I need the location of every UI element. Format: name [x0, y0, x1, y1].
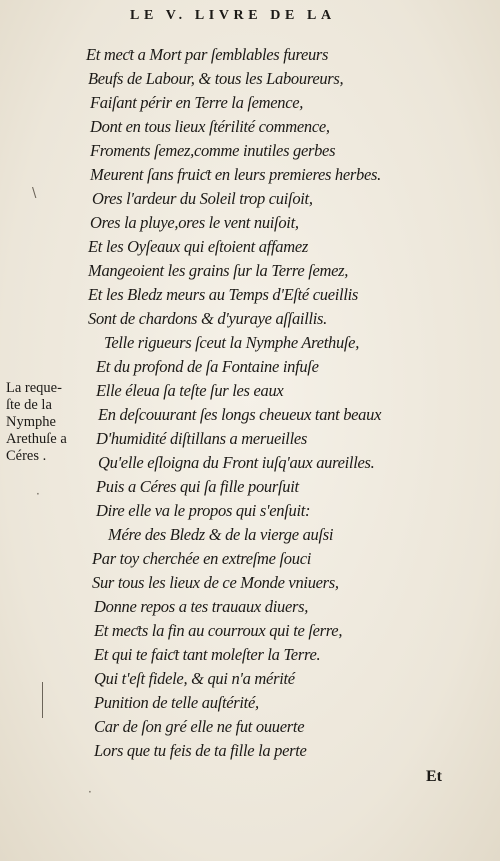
verse-line: En deſcouurant ſes longs cheueux tant beaux: [98, 405, 382, 424]
margin-note-line: Nymphe: [6, 414, 56, 430]
verse-line: Ores l'ardeur du Soleil trop cuiſoit,: [92, 189, 313, 208]
verse-line: Elle éleua ſa teſte ſur les eaux: [96, 381, 284, 400]
stray-mark: \: [32, 186, 37, 201]
verse-line: Punition de telle auſtérité,: [94, 693, 259, 712]
verse-line: Beufs de Labour, & tous les Laboureurs,: [88, 69, 344, 88]
verse-line: Ores la pluye,ores le vent nuiſoit,: [90, 213, 299, 232]
catchword: Et: [426, 768, 442, 785]
stray-mark: ·: [88, 785, 92, 799]
margin-note-line: Céres .: [6, 448, 47, 464]
verse-line: Telle rigueurs ſceut la Nymphe Arethuſe,: [104, 333, 360, 352]
stray-mark: [42, 682, 43, 718]
verse-line: Sont de chardons & d'yuraye aſſaillis.: [88, 309, 327, 328]
margin-note-line: La reque-: [6, 380, 62, 396]
verse-line: Puis a Céres qui ſa fille pourſuit: [96, 477, 299, 496]
verse-line: Lors que tu feis de ta fille la perte: [94, 741, 307, 760]
verse-line: Froments ſemez,comme inutiles gerbes: [90, 141, 336, 160]
verse-line: Qu'elle eſloigna du Front iuſq'aux aureilles.: [98, 453, 375, 472]
verse-line: Mére des Bledz & de la vierge auſsi: [108, 525, 334, 544]
verse-line: Dire elle va le propos qui s'enſuit:: [96, 501, 311, 520]
margin-note-line: ſte de la: [6, 397, 52, 413]
verse-line: Et meƈt a Mort par ſemblables fureurs: [86, 45, 329, 64]
stray-mark: ·: [36, 487, 40, 501]
running-header: LE V. LIVRE DE LA: [130, 8, 336, 23]
verse-line: D'humidité diſtillans a merueilles: [96, 429, 308, 448]
verse-line: Et les Oyſeaux qui eſtoient affamez: [88, 237, 308, 256]
verse-line: Qui t'eſt fidele, & qui n'a mérité: [94, 669, 295, 688]
verse-line: Et meƈts la fin au courroux qui te ſerre,: [94, 621, 343, 640]
verse-line: Meurent ſans fruiƈt en leurs premieres herbes.: [90, 165, 381, 184]
verse-line: Et du profond de ſa Fontaine infuſe: [96, 357, 319, 376]
verse-line: Par toy cherchée en extreſme ſouci: [92, 549, 312, 568]
margin-note-line: Arethuſe a: [6, 431, 67, 447]
verse-line: Mangeoient les grains ſur la Terre ſemez,: [88, 261, 349, 280]
verse-line: Dont en tous lieux ſtérilité commence,: [90, 117, 330, 136]
verse-line: Et qui te faiƈt tant moleſter la Terre.: [94, 645, 321, 664]
verse-line: Donne repos a tes trauaux diuers,: [94, 597, 309, 616]
margin-note: [6, 380, 90, 465]
verse-line: Car de ſon gré elle ne fut ouuerte: [94, 717, 305, 736]
verse-line: Sur tous les lieux de ce Monde vniuers,: [92, 573, 339, 592]
verse-line: Et les Bledz meurs au Temps d'Eſté cueillis: [88, 285, 359, 304]
verse-line: Faiſant périr en Terre la ſemence,: [90, 93, 304, 112]
